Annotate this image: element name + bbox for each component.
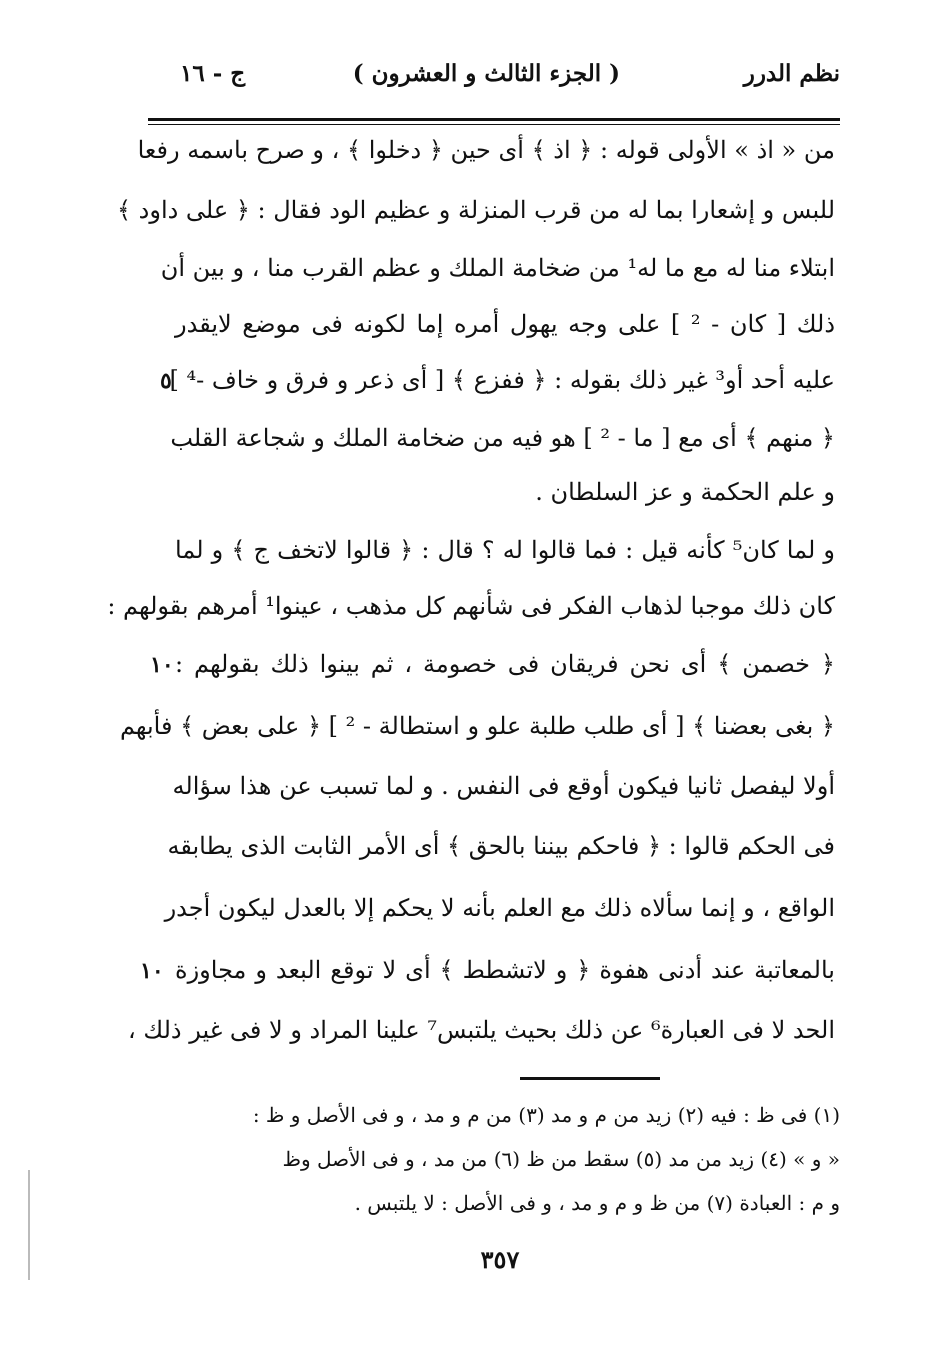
text-line: ﴿ خصمن ﴾ أى نحن فريقان فى خصومة ، ثم بينوا ذلك بقولهم :: [175, 650, 835, 678]
footnote-line: (١) فى ظ : فيه (٢) زيد من م و مد (٣) من م و مد ، و فى الأصل و ظ :: [252, 1103, 840, 1127]
running-header: [150, 60, 840, 100]
text-line: بالمعاتبة عند أدنى هفوة ﴿ و لاتشطط ﴾ أى لا توقع البعد و مجاوزة: [175, 956, 835, 984]
text-line: للبس و إشعارا بما له من قرب المنزلة و عظيم الود فقال : ﴿ على داود ﴾: [116, 196, 835, 224]
text-line: الواقع ، و إنما سألاه ذلك مع العلم بأنه لا يحكم إلا بالعدل ليكون أجدر: [164, 894, 835, 922]
scan-edge-mark: [28, 1170, 30, 1280]
text-line: فى الحكم قالوا : ﴿ فاحكم بيننا بالحق ﴾ أى الأمر الثابت الذى يطابقه: [167, 832, 835, 860]
text-line: ﴿ منهم ﴾ أى مع [ ما - ² ] هو فيه من ضخامة الملك و شجاعة القلب: [170, 424, 835, 452]
text-line: أولا ليفصل ثانيا فيكون أوقع فى النفس . و لما تسبب عن هذا سؤاله: [172, 772, 835, 800]
text-line: و لما كان⁵ كأنه قيل : فما قالوا له ؟ قال : ﴿ قالوا لاتخف ج ﴾ و لما: [175, 536, 835, 564]
line-number-10b: ١٠: [140, 958, 164, 984]
page-number: ٣٥٧: [480, 1245, 520, 1274]
header-rule-thin: [148, 124, 840, 125]
text-line: و علم الحكمة و عز السلطان .: [535, 478, 835, 506]
footnote-rule: [520, 1077, 660, 1080]
text-line: عليه أحد أو³ غير ذلك بقوله : ﴿ ففزع ﴾ [ أى ذعر و فرق و خاف -⁴ ]: [169, 366, 835, 394]
text-line: ﴿ بغى بعضنا ﴾ [ أى طلب طلبة علو و استطالة - ² ] ﴿ على بعض ﴾ فأبهم: [119, 712, 835, 740]
text-line: كان ذلك موجبا لذهاب الفكر فى شأنهم كل مذهب ، عينوا¹ أمرهم بقولهم :: [107, 592, 835, 620]
footnote-line: « و » (٤) زيد من مد (٥) سقط من ظ (٦) من مد ، و فى الأصل وظ: [282, 1147, 840, 1171]
line-number-5: ٥: [160, 368, 172, 394]
part-label: ( الجزء الثالث و العشرون ): [352, 60, 620, 87]
header-rule: [148, 118, 840, 121]
volume-ref: ج - ١٦: [180, 60, 246, 87]
text-line: ابتلاء منا له مع ما له¹ من ضخامة الملك و عظم القرب منا ، و بين أن: [160, 254, 835, 282]
footnote-line: و م : العبادة (٧) من ظ و م و مد ، و فى الأصل : لا يلتبس .: [354, 1191, 840, 1215]
book-title: نظم الدرر: [743, 60, 840, 87]
text-line: ذلك [ كان - ² ] على وجه يهول أمره إما لكونه فى موضع لايقدر: [175, 310, 836, 338]
text-line: الحد لا فى العبارة⁶ عن ذلك بحيث يلتبس⁷ علينا المراد و لا فى غير ذلك ،: [128, 1016, 835, 1044]
text-line: من « اذ » الأولى قوله : ﴿ اذ ﴾ أى حين ﴿ دخلوا ﴾ ، و صرح باسمه رفعا: [137, 136, 835, 164]
line-number-10: ١٠: [150, 652, 174, 678]
